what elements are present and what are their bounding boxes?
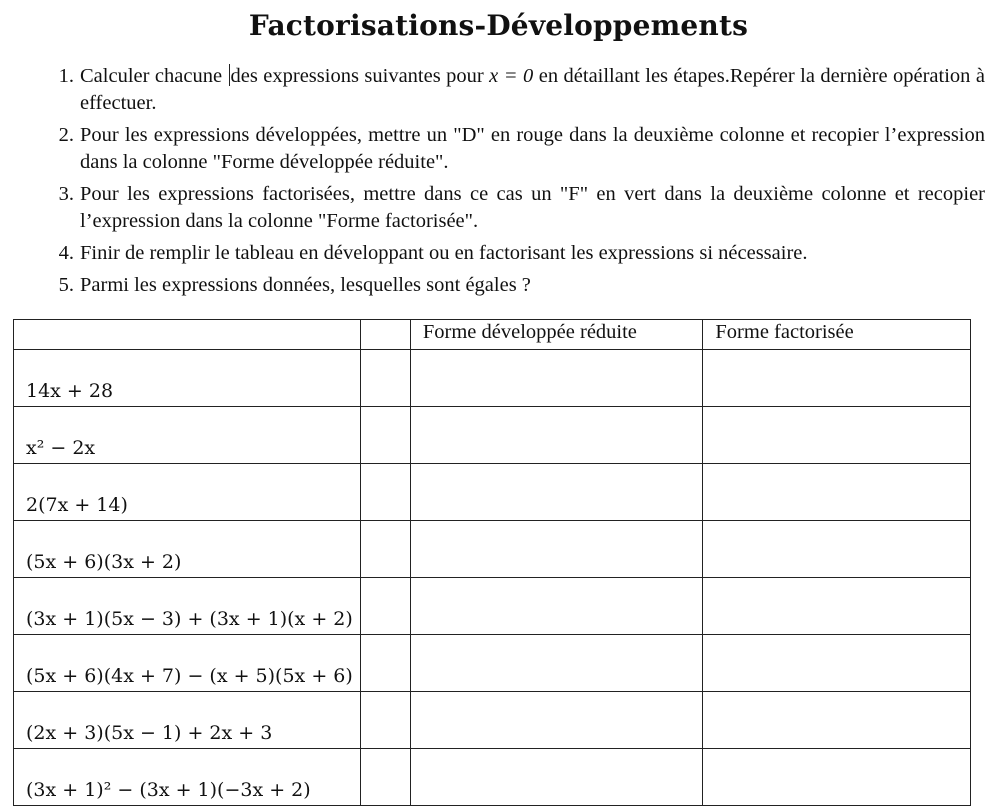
instruction-number: 1. — [58, 65, 74, 87]
developed-form-cell[interactable] — [410, 749, 703, 806]
instruction-text: en détaillant les étapes.Repérer la dernière opération à effectuer. — [80, 65, 985, 114]
factored-form-cell[interactable] — [703, 749, 971, 806]
exercise-table — [13, 319, 971, 806]
instruction-item-2 — [0, 122, 997, 176]
header-factored-form: Forme factorisée — [703, 320, 971, 350]
developed-form-cell[interactable] — [410, 578, 703, 635]
instruction-math: x = 0 — [489, 65, 534, 87]
instruction-text: des expressions suivantes pour — [230, 65, 490, 87]
instruction-number: 3. — [58, 183, 74, 205]
factored-form-cell[interactable] — [703, 521, 971, 578]
instruction-text: Calculer chacune — [80, 65, 228, 87]
expression-cell: 14x + 28 — [14, 350, 361, 407]
expression-cell: (3x + 1)² − (3x + 1)(−3x + 2) — [14, 749, 361, 806]
text-cursor — [229, 64, 230, 86]
instruction-text: Parmi les expressions données, lesquelles sont égales ? — [80, 274, 531, 296]
table-row — [14, 521, 971, 578]
developed-form-cell[interactable] — [410, 521, 703, 578]
table-header-row — [14, 320, 971, 350]
factored-form-cell[interactable] — [703, 464, 971, 521]
table-row — [14, 749, 971, 806]
header-type — [360, 320, 410, 350]
instruction-text: Pour les expressions développées, mettre un "D" en rouge dans la deuxième colonne et recopier l’expression dans la colonne "Forme développée réduite". — [80, 124, 985, 173]
instruction-text: Finir de remplir le tableau en développant ou en factorisant les expressions si nécessaire. — [80, 242, 808, 264]
table-row — [14, 578, 971, 635]
type-cell[interactable] — [360, 749, 410, 806]
instructions-list — [0, 63, 997, 304]
type-cell[interactable] — [360, 350, 410, 407]
factored-form-cell[interactable] — [703, 350, 971, 407]
expression-cell: (5x + 6)(3x + 2) — [14, 521, 361, 578]
type-cell[interactable] — [360, 464, 410, 521]
type-cell[interactable] — [360, 407, 410, 464]
expression-cell: x² − 2x — [14, 407, 361, 464]
developed-form-cell[interactable] — [410, 692, 703, 749]
developed-form-cell[interactable] — [410, 464, 703, 521]
type-cell[interactable] — [360, 521, 410, 578]
factored-form-cell[interactable] — [703, 692, 971, 749]
instruction-item-1 — [0, 63, 997, 117]
instruction-item-3 — [0, 181, 997, 235]
header-expression — [14, 320, 361, 350]
instruction-number: 2. — [58, 124, 74, 146]
expression-cell: (5x + 6)(4x + 7) − (x + 5)(5x + 6) — [14, 635, 361, 692]
header-developed-form: Forme développée réduite — [410, 320, 703, 350]
page-title: Factorisations-Développements — [248, 9, 749, 42]
instruction-text: Pour les expressions factorisées, mettre dans ce cas un "F" en vert dans la deuxième colonne et recopier l’expression dans la colonne "Forme factorisée". — [80, 183, 985, 232]
developed-form-cell[interactable] — [410, 635, 703, 692]
expression-cell: (3x + 1)(5x − 3) + (3x + 1)(x + 2) — [14, 578, 361, 635]
factored-form-cell[interactable] — [703, 578, 971, 635]
instruction-number: 5. — [58, 274, 74, 296]
table-row — [14, 407, 971, 464]
type-cell[interactable] — [360, 692, 410, 749]
developed-form-cell[interactable] — [410, 407, 703, 464]
instruction-number: 4. — [58, 242, 74, 264]
table-row — [14, 464, 971, 521]
expression-cell: (2x + 3)(5x − 1) + 2x + 3 — [14, 692, 361, 749]
developed-form-cell[interactable] — [410, 350, 703, 407]
expression-cell: 2(7x + 14) — [14, 464, 361, 521]
factored-form-cell[interactable] — [703, 407, 971, 464]
factored-form-cell[interactable] — [703, 635, 971, 692]
instruction-item-4 — [0, 240, 997, 267]
table-row — [14, 350, 971, 407]
instruction-item-5 — [0, 272, 997, 299]
table-row — [14, 635, 971, 692]
table-row — [14, 692, 971, 749]
type-cell[interactable] — [360, 578, 410, 635]
type-cell[interactable] — [360, 635, 410, 692]
